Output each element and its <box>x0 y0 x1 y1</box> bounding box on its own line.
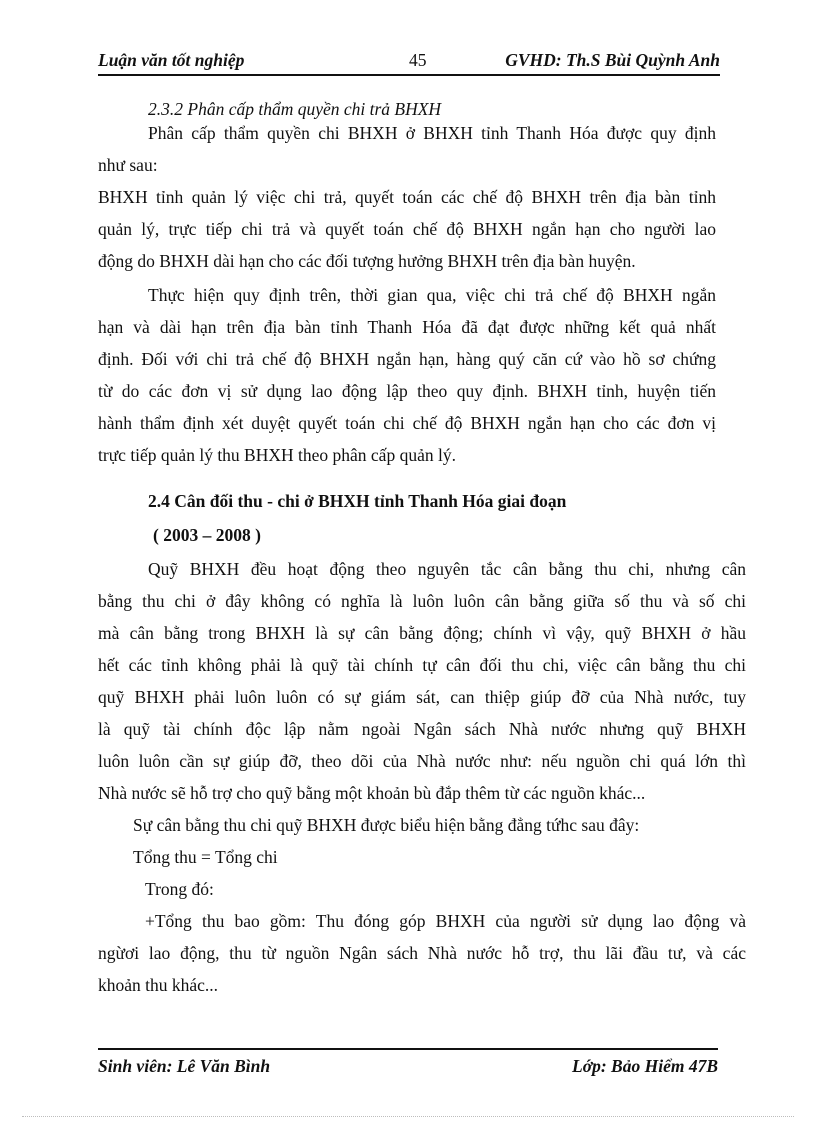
text-line: định. Đối với chi trả chế độ BHXH ngắn hạn, hàng quý căn cứ vào hồ sơ chứng <box>98 349 716 369</box>
page-number: 45 <box>409 50 427 70</box>
text-line: Sự cân bằng thu chi quỹ BHXH được biểu hiện bằng đẳng tứhc sau đây: <box>133 815 640 835</box>
text-line: là quỹ tài chính độc lập nằm ngoài Ngân sách Nhà nước nhưng quỹ BHXH <box>98 719 746 739</box>
text-line: Nhà nước sẽ hỗ trợ cho quỹ bằng một khoản bù đắp thêm từ các nguồn khác... <box>98 783 646 803</box>
text-line: quỹ BHXH phải luôn luôn có sự giám sát, can thiệp giúp đỡ của Nhà nước, tuy <box>98 687 746 707</box>
page-edge-divider <box>22 1116 794 1117</box>
formula-line: Tổng thu = Tổng chi <box>133 847 278 867</box>
text-line: Phân cấp thẩm quyền chi BHXH ở BHXH tỉnh Thanh Hóa được quy định <box>148 123 716 143</box>
text-line: động do BHXH dài hạn cho các đối tượng hưởng BHXH trên địa bàn huyện. <box>98 251 636 271</box>
text-line: Quỹ BHXH đều hoạt động theo nguyên tắc cân bằng thu chi, nhưng cân <box>148 559 746 579</box>
header-advisor: GVHD: Th.S Bùi Quỳnh Anh <box>505 50 720 70</box>
section-heading-2-3-2: 2.3.2 Phân cấp thẩm quyền chi trả BHXH <box>148 99 442 119</box>
page-header <box>98 48 720 76</box>
section-heading-period: ( 2003 – 2008 ) <box>153 525 261 545</box>
text-line: +Tổng thu bao gồm: Thu đóng góp BHXH của người sử dụng lao động và <box>145 911 746 931</box>
text-line: luôn luôn cần sự giúp đỡ, theo dõi của Nhà nước như: nếu nguồn chi quá lớn thì <box>98 751 746 771</box>
section-heading-2-4: 2.4 Cân đối thu - chi ở BHXH tỉnh Thanh Hóa giai đoạn <box>148 491 567 511</box>
header-thesis-label: Luận văn tốt nghiệp <box>98 50 245 70</box>
text-line: như sau: <box>98 155 158 175</box>
text-line: bằng thu chi ở đây không có nghĩa là luôn luôn cân bằng giữa số thu và số chi <box>98 591 746 611</box>
text-line: hành thẩm định xét duyệt quyết toán chi chế độ BHXH ngắn hạn cho các đơn vị <box>98 413 716 433</box>
text-line: quản lý, trực tiếp chi trả và quyết toán chế độ BHXH ngắn hạn cho người lao <box>98 219 716 239</box>
text-line: hạn và dài hạn trên địa bàn tỉnh Thanh Hóa đã đạt được những kết quả nhất <box>98 317 716 337</box>
text-line: ngừơi lao động, thu từ nguồn Ngân sách Nhà nước hỗ trợ, thu lãi đầu tư, và các <box>98 943 746 963</box>
footer-class: Lớp: Bảo Hiểm 47B <box>572 1056 718 1076</box>
text-line: Trong đó: <box>145 879 214 899</box>
text-line: BHXH tỉnh quản lý việc chi trả, quyết toán các chế độ BHXH trên địa bàn tỉnh <box>98 187 716 207</box>
text-line: Thực hiện quy định trên, thời gian qua, việc chi trả chế độ BHXH ngắn <box>148 285 716 305</box>
text-line: khoản thu khác... <box>98 975 219 995</box>
text-line: từ do các đơn vị sử dụng lao động lập theo quy định. BHXH tỉnh, huyện tiến <box>98 381 716 401</box>
text-line: hết các tỉnh không phải là quỹ tài chính tự cân đối thu chi, việc cân bằng thu chi <box>98 655 746 675</box>
page-footer <box>98 1048 718 1080</box>
text-line: trực tiếp quản lý thu BHXH theo phân cấp quản lý. <box>98 445 456 465</box>
text-line: mà cân bằng trong BHXH là sự cân bằng động; chính vì vậy, quỹ BHXH ở hầu <box>98 623 746 643</box>
footer-student: Sinh viên: Lê Văn Bình <box>98 1056 271 1076</box>
